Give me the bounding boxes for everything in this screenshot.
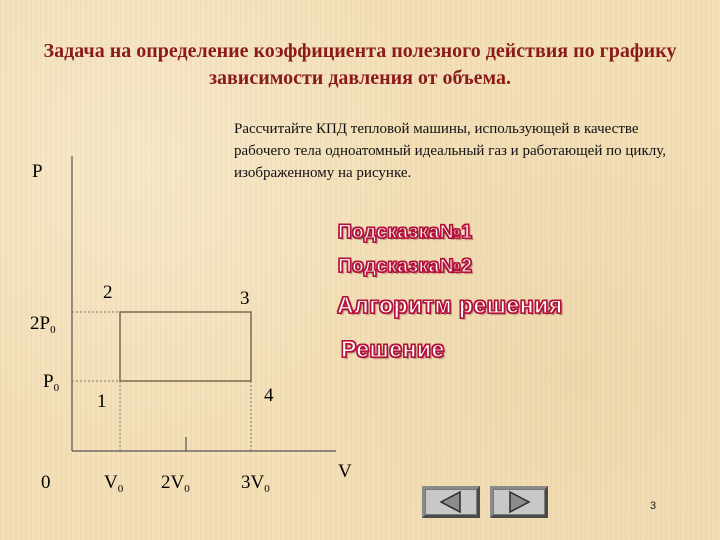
solution-link[interactable]: Решение	[341, 336, 445, 362]
triangle-right-icon	[493, 489, 545, 515]
next-slide-button[interactable]	[490, 486, 548, 518]
cycle-rectangle	[120, 312, 251, 381]
algorithm-link[interactable]: Алгоритм решения	[337, 292, 563, 318]
hint-1-link[interactable]: Подсказка№1	[338, 222, 473, 243]
p-tick-2p0: $2P_0$	[30, 313, 56, 336]
point-3-label: 3	[240, 288, 250, 309]
v-tick-2v0: $2V_0$	[161, 472, 190, 495]
point-2-label: 2	[103, 282, 113, 303]
axis-v-label: V	[338, 461, 352, 482]
hint-2-link[interactable]: Подсказка№2	[338, 256, 473, 277]
p-tick-p0: $P_0$	[43, 371, 60, 394]
prev-slide-button[interactable]	[422, 486, 480, 518]
v-tick-3v0: $3V_0$	[241, 472, 270, 495]
point-4-label: 4	[264, 385, 274, 406]
task-text: Рассчитайте КПД тепловой машины, использующей в качестве рабочего тела одноатомный идеальный газ и работающей по циклу, изображенному на рисунке.	[234, 121, 666, 181]
slide-title: Задача на определение коэффициента полезного действия по графику зависимости давления от объема.	[43, 40, 677, 89]
v-tick-v0: $V_0$	[104, 472, 124, 495]
point-1-label: 1	[97, 391, 107, 412]
axis-p-label: P	[32, 161, 43, 182]
triangle-left-icon	[425, 489, 477, 515]
origin-label: 0	[41, 472, 51, 493]
page-number: 3	[650, 500, 657, 512]
